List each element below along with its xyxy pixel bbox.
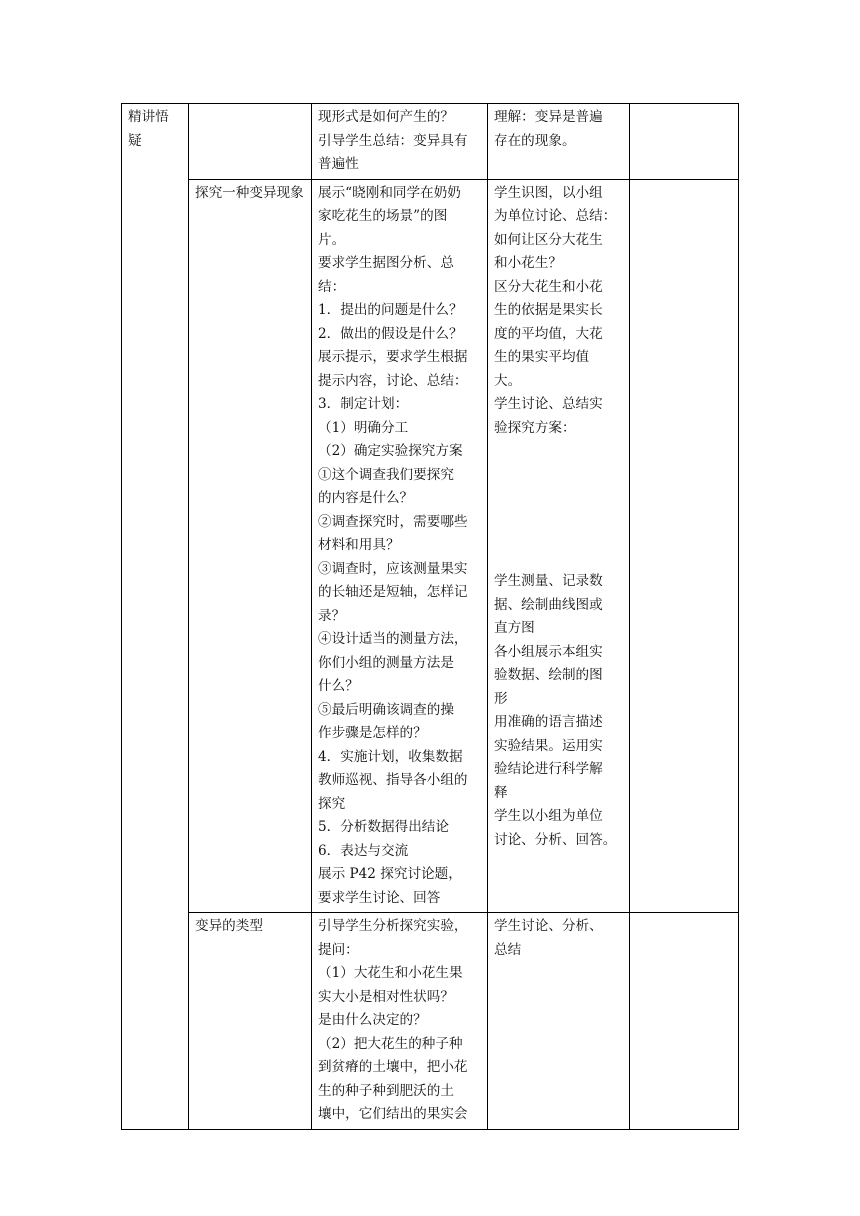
- text-line: 直方图: [494, 620, 535, 636]
- notes-cell: [630, 913, 739, 1130]
- text-line: 材料和用具？: [318, 537, 400, 553]
- notes-cell: [630, 179, 739, 913]
- text-line: 探究: [318, 795, 346, 812]
- text-line: 和小花生？: [494, 255, 562, 271]
- text-line: 生的果实平均值: [494, 349, 590, 365]
- text-line: 学生识图，以小组: [494, 184, 603, 201]
- text-line: 3．制定计划：: [318, 396, 409, 412]
- student-activity-cell: [488, 913, 630, 1130]
- text-line: 1．提出的问题是什么？: [318, 302, 463, 318]
- text-line: 存在的现象。: [494, 132, 576, 149]
- text-line: 各小组展示本组实: [494, 643, 603, 660]
- text-line: 形: [494, 690, 508, 707]
- student-activity-cell: [488, 179, 630, 913]
- text-line: 验探究方案：: [494, 419, 576, 436]
- text-line: 家吃花生的场景”的图: [318, 208, 448, 224]
- text-line: 壤中，它们结出的果实会: [318, 1106, 468, 1122]
- table-row: [122, 104, 739, 180]
- text-line: 区分大花生和小花: [494, 278, 603, 295]
- text-line: 引导学生总结：变异具有: [318, 132, 468, 149]
- text-line: 到贫瘠的土壤中，把小花: [318, 1059, 468, 1075]
- text-line: （2）把大花生的种子种: [318, 1035, 463, 1052]
- lesson-plan-table: [121, 103, 739, 1130]
- text-line: 如何让区分大花生: [494, 231, 603, 248]
- text-line: 你们小组的测量方法是: [318, 654, 454, 671]
- text-line: 学生讨论、分析、: [494, 918, 603, 934]
- text-line: 生的种子种到肥沃的土: [318, 1082, 454, 1099]
- text-line: 的长轴还是短轴，怎样记: [318, 584, 468, 600]
- text-line: 学生讨论、总结实: [494, 396, 603, 412]
- text-line: 结：: [318, 278, 346, 295]
- text-line: 4．实施计划，收集数据: [318, 748, 463, 765]
- topic-cell: 探究一种变异现象: [189, 179, 312, 913]
- text-line: 是由什么决定的？: [318, 1012, 427, 1028]
- text-line: ①这个调查我们要探究: [318, 466, 454, 483]
- text-line: 提问：: [318, 941, 359, 958]
- table-row: [122, 913, 739, 1130]
- text-line: 要求学生讨论、回答: [318, 889, 441, 906]
- text-line: 释: [494, 784, 508, 801]
- text-line: 录？: [318, 607, 346, 624]
- spacer: [494, 557, 623, 570]
- text-line: 据、绘制曲线图或: [494, 596, 603, 613]
- text-line: 用准确的语言描述: [494, 714, 603, 730]
- text-line: 展示“晓刚和同学在奶奶: [318, 184, 461, 201]
- text-line: 度的平均值，大花: [494, 325, 603, 342]
- text-line: 展示提示，要求学生根据: [318, 349, 468, 365]
- text-line: 的内容是什么？: [318, 490, 414, 506]
- text-line: 实大小是相对性状吗？: [318, 988, 454, 1005]
- text-line: 实验结果。运用实: [494, 737, 603, 754]
- topic-cell: 变异的类型: [189, 913, 312, 1130]
- section-label-cell: [122, 104, 189, 1130]
- text-line: 验结论进行科学解: [494, 761, 603, 777]
- text-line: 学生测量、记录数: [494, 573, 603, 589]
- text-line: 现形式是如何产生的？: [318, 109, 454, 125]
- text-line: （1）明确分工: [318, 419, 409, 436]
- text-line: ⑤最后明确该调查的操: [318, 701, 454, 718]
- text-line: 片。: [318, 231, 346, 248]
- teacher-activity-cell: [312, 179, 488, 913]
- text-line: （1）大花生和小花生果: [318, 965, 463, 981]
- text-line: ②调查探究时，需要哪些: [318, 513, 468, 530]
- text-line: 6．表达与交流: [318, 842, 409, 859]
- text-line: 教师巡视、指导各小组的: [318, 772, 468, 788]
- student-activity-cell: [488, 104, 630, 180]
- table-row: [122, 179, 739, 913]
- text-line: 提示内容，讨论、总结：: [318, 372, 468, 389]
- text-line: （2）确定实验探究方案: [318, 443, 463, 459]
- teacher-activity-cell: [312, 913, 488, 1130]
- notes-cell: [630, 104, 739, 180]
- spacer: [494, 440, 623, 557]
- text-line: 验数据、绘制的图: [494, 667, 603, 683]
- text-line: 大。: [494, 372, 522, 389]
- text-line: 要求学生据图分析、总: [318, 255, 454, 271]
- text-line: 作步骤是怎样的？: [318, 725, 427, 741]
- text-line: 生的依据是果实长: [494, 302, 603, 318]
- section-label: 精讲悟疑: [128, 109, 169, 149]
- text-line: 总结: [494, 941, 522, 958]
- text-line: 什么？: [318, 678, 359, 694]
- topic-cell: [189, 104, 312, 180]
- text-line: 2．做出的假设是什么？: [318, 325, 463, 342]
- text-line: ④设计适当的测量方法，: [318, 631, 468, 647]
- text-line: ③调查时，应该测量果实: [318, 560, 468, 577]
- teacher-activity-cell: [312, 104, 488, 180]
- text-line: 讨论、分析、回答。: [494, 831, 617, 848]
- text-line: 学生以小组为单位: [494, 808, 603, 824]
- text-line: 为单位讨论、总结：: [494, 208, 617, 224]
- text-line: 5．分析数据得出结论: [318, 819, 449, 835]
- text-line: 引导学生分析探究实验，: [318, 918, 468, 934]
- text-line: 展示 P42 探究讨论题，: [318, 866, 462, 882]
- text-line: 理解：变异是普遍: [494, 109, 603, 125]
- text-line: 普遍性: [318, 156, 359, 172]
